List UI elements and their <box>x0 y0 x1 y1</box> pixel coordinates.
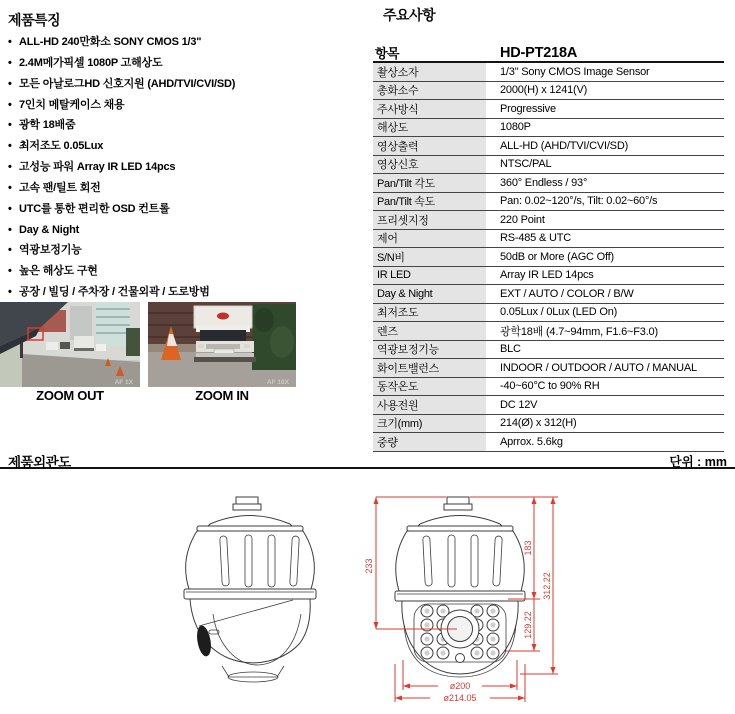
model-number: HD-PT218A <box>500 44 578 61</box>
feature-item: • 역광보정기능 <box>8 240 368 261</box>
spec-row: 총화소수 2000(H) x 1241(V) <box>373 82 724 101</box>
spec-table <box>373 44 724 452</box>
osd-zoom-level-text: AF 1X <box>114 379 133 386</box>
spec-row: 촬상소자 1/3" Sony CMOS Image Sensor <box>373 63 724 82</box>
feature-item: • 2.4M메가픽셀 1080P 고해상도 <box>8 53 368 74</box>
dim-233-label: 233 <box>364 558 374 574</box>
feature-item: • 광학 18배줌 <box>8 115 368 136</box>
dim-312-label: 312.22 <box>542 572 552 600</box>
dim-214-label: ø214.05 <box>443 693 477 703</box>
street-scene-wide-image <box>0 302 140 387</box>
spec-header-label: 항목 <box>375 46 400 61</box>
feature-item: • UTC를 통한 편리한 OSD 컨트롤 <box>8 199 368 220</box>
spec-row: 중량 Aprrox. 5.6kg <box>373 433 724 452</box>
dim-200-label: ø200 <box>449 681 471 691</box>
spec-row: 영상출력 ALL-HD (AHD/TVI/CVI/SD) <box>373 137 724 156</box>
spec-row: Day & Night EXT / AUTO / COLOR / B/W <box>373 285 724 304</box>
spec-row: 제어 RS-485 & UTC <box>373 230 724 249</box>
spec-row: 프리셋지정 220 Point <box>373 211 724 230</box>
feature-item: • 고속 팬/틸트 회전 <box>8 178 368 199</box>
features-list <box>8 32 368 303</box>
feature-item: • 7인치 메탈케이스 채용 <box>8 95 368 116</box>
spec-row: Pan/Tilt 각도 360° Endless / 93° <box>373 174 724 193</box>
camera-front-view-drawing <box>395 497 525 677</box>
feature-item: • 고성능 파워 Array IR LED 14pcs <box>8 157 368 178</box>
specs-section-title: 주요사항 <box>383 7 436 23</box>
spec-row: 역광보정기능 BLC <box>373 341 724 360</box>
spec-row: 최저조도 0.05Lux / 0Lux (LED On) <box>373 304 724 323</box>
spec-row: 사용전원 DC 12V <box>373 396 724 415</box>
spec-row: 크기(mm) 214(Ø) x 312(H) <box>373 415 724 434</box>
spec-row: 화이트밸런스 INDOOR / OUTDOOR / AUTO / MANUAL <box>373 359 724 378</box>
spec-row: 영상신호 NTSC/PAL <box>373 156 724 175</box>
feature-item: • 공장 / 빌딩 / 주차장 / 건물외곽 / 도로방범 <box>8 282 368 303</box>
spec-row: 렌즈 광학18배 (4.7~94mm, F1.6~F3.0) <box>373 322 724 341</box>
outline-section-title: 제품외관도 <box>8 455 71 470</box>
zoom-in-caption: ZOOM IN <box>195 388 249 403</box>
unit-label: 단위 : mm <box>669 455 727 469</box>
zoom-out-caption: ZOOM OUT <box>36 388 104 403</box>
feature-item: • 높은 해상도 구현 <box>8 261 368 282</box>
dim-183-label: 183 <box>523 540 533 556</box>
street-scene-tele-image <box>148 302 296 387</box>
spec-row: IR LED Array IR LED 14pcs <box>373 267 724 286</box>
feature-item: • 모든 아날로그HD 신호지원 (AHD/TVI/CVI/SD) <box>8 74 368 95</box>
outline-section-header <box>0 450 735 469</box>
spec-row: S/N비 50dB or More (AGC Off) <box>373 248 724 267</box>
spec-row: Pan/Tilt 속도 Pan: 0.02~120°/s, Tilt: 0.02~60°/s <box>373 193 724 212</box>
feature-item: • 최저조도 0.05Lux <box>8 136 368 157</box>
camera-side-view-drawing <box>184 497 316 682</box>
spec-row: 주사방식 Progressive <box>373 100 724 119</box>
zoom-in-sample-photo <box>148 302 296 387</box>
dim-129-label: 129.22 <box>523 611 533 639</box>
spec-table-header-row <box>373 44 724 63</box>
feature-item: • ALL-HD 240만화소 SONY CMOS 1/3" <box>8 32 368 53</box>
spec-row: 해상도 1080P <box>373 119 724 138</box>
zoom-out-sample-photo <box>0 302 140 387</box>
features-section-title: 제품특징 <box>8 12 61 28</box>
dimension-drawings <box>0 474 735 714</box>
osd-zoom-level-text: AF 18X <box>266 379 289 386</box>
spec-row: 동작온도 -40~60°C to 90% RH <box>373 378 724 397</box>
feature-item: • Day & Night <box>8 220 368 241</box>
